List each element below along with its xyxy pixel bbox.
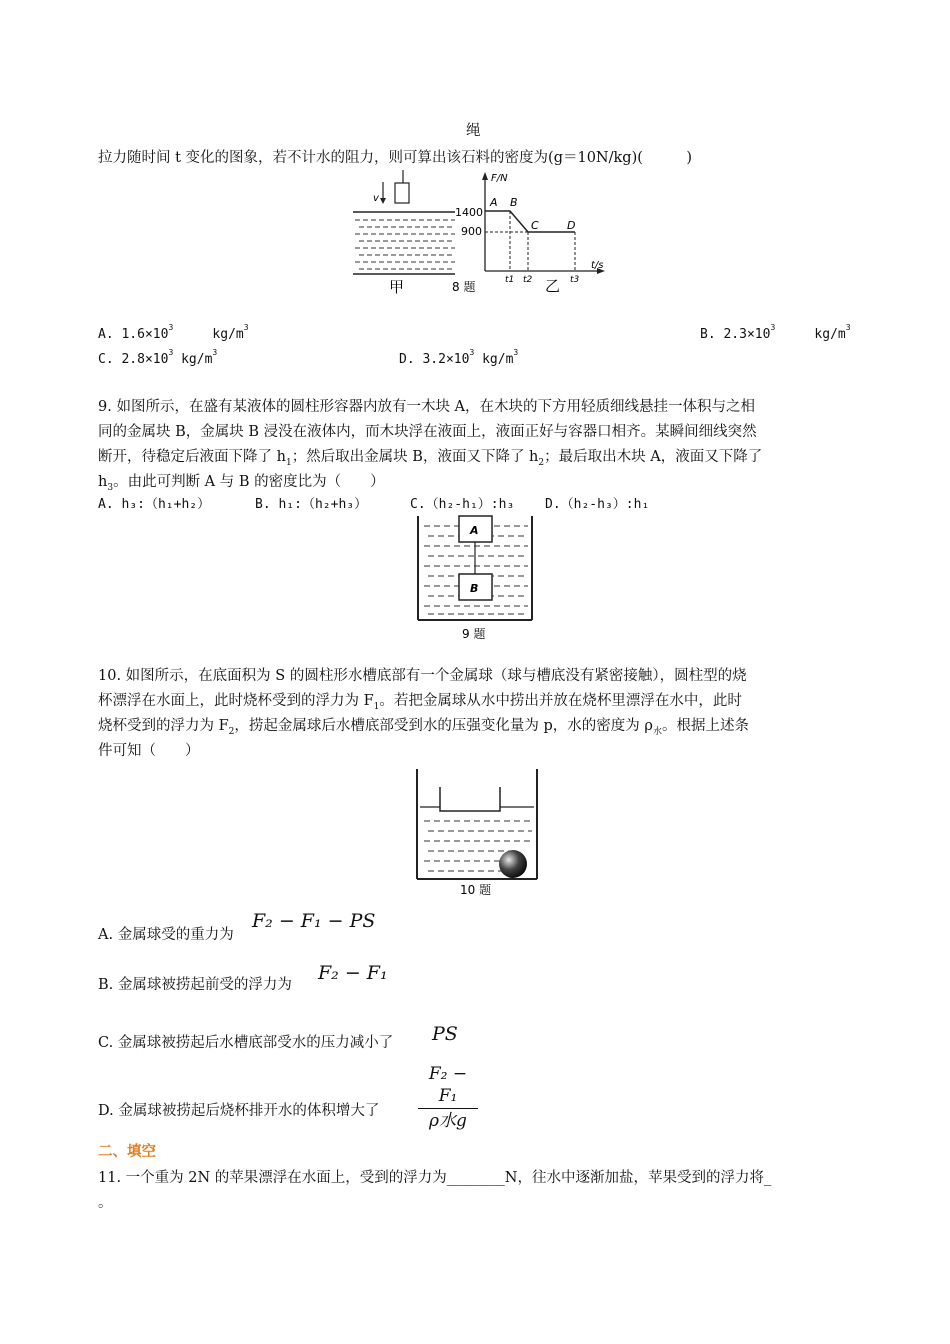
q10-stem-line4: 件可知（ ） (98, 743, 200, 759)
q10-option-b: B. 金属球被捞起前受的浮力为 (98, 977, 292, 993)
svg-text:900: 900 (461, 225, 482, 238)
svg-text:t/s: t/s (591, 260, 604, 271)
q10-option-a: A. 金属球受的重力为 (98, 927, 234, 943)
q10-formula-c: PS (432, 1023, 458, 1045)
q9-fig-caption: 9 题 (462, 627, 486, 641)
q10-stem-line3: 烧杯受到的浮力为 $F_2$，捞起金属球后水槽底部受到水的压强变化量为 p，水的密度为 $\rho_水$。根据上述条 (98, 718, 749, 737)
q8-figure (345, 168, 615, 298)
q10-stem-line1: 10. 如图所示，在底面积为 S 的圆柱形水槽底部有一个金属球（球与槽底没有紧密接触），圆柱型的烧 (98, 668, 747, 684)
q10-formula-d (418, 1063, 478, 1132)
q10-fig-caption: 10 题 (460, 883, 492, 897)
svg-text:A: A (490, 196, 498, 209)
svg-text:F/N: F/N (491, 173, 508, 184)
q8-option-a: A. $1.6\times 10^3$ $kg/m^3$ (98, 323, 249, 342)
q9-option-d: D.（h₂-h₃）:h₁ (545, 497, 650, 512)
rope-label: 绳 (466, 123, 481, 139)
svg-text:A: A (470, 524, 479, 537)
q10-formula-b: F₂ − F₁ (318, 962, 388, 984)
svg-text:B: B (470, 582, 479, 595)
q10-stem-line2: 杯漂浮在水面上，此时烧杯受到的浮力为 $F_1$。若把金属球从水中捞出并放在烧杯里漂浮在水中，此时 (98, 693, 742, 712)
q10-option-d: D. 金属球被捞起后烧杯排开水的体积增大了 (98, 1103, 380, 1119)
q9-stem-line3: 断开，待稳定后液面下降了 $h_1$；然后取出金属块 B，液面又下降了 $h_2$；最后取出木块 A，液面又下降了 (98, 449, 763, 468)
q9-option-a: A. h₃:（h₁+h₂） (98, 497, 211, 512)
q10-figure (410, 765, 545, 900)
svg-text:v: v (373, 193, 379, 204)
q8-stem: 拉力随时间 t 变化的图象，若不计水的阻力，则可算出该石料的密度为(g＝10N/kg)( ) (98, 150, 693, 166)
q9-stem-line4: $h_3$。由此可判断 A 与 B 的密度比为（ ） (98, 474, 385, 493)
svg-text:t2: t2 (523, 275, 533, 285)
q8-option-b: B. $2.3\times 10^3$ $kg/m^3$ (700, 323, 851, 342)
q8-option-d: D. $3.2\times 10^3$ $kg/m^3$ (399, 348, 519, 367)
q10-formula-d-numerator: F₂ − F₁ (428, 1064, 468, 1106)
fraction-bar (418, 1108, 478, 1109)
q8-fig-caption: 8 题 (452, 280, 476, 294)
svg-text:t3: t3 (570, 275, 580, 285)
q9-stem-line2: 同的金属块 B，金属块 B 浸没在液体内，而木块浮在液面上，液面正好与容器口相齐。某瞬间细线突然 (98, 424, 757, 440)
q8-option-c: C. $2.8\times 10^3$ $kg/m^3$ (98, 348, 218, 367)
svg-text:B: B (510, 196, 518, 209)
q8-fig-yi-graph (455, 172, 605, 295)
section-fill-in-title: 二、填空 (98, 1143, 156, 1160)
q11-line2: 。 (98, 1195, 113, 1211)
svg-text:乙: 乙 (545, 277, 561, 295)
floating-beaker (440, 787, 500, 811)
q10-formula-d-denominator: ρ水g (429, 1111, 467, 1131)
q9-figure (410, 512, 540, 644)
svg-text:D: D (567, 219, 576, 232)
q10-option-c: C. 金属球被捞起后水槽底部受水的压力减小了 (98, 1035, 394, 1051)
q10-formula-a: F₂ − F₁ − PS (252, 910, 376, 932)
svg-text:t1: t1 (505, 275, 515, 285)
q9-option-c: C.（h₂-h₁）:h₃ (410, 497, 515, 512)
q9-stem-line1: 9. 如图所示，在盛有某液体的圆柱形容器内放有一木块 A，在木块的下方用轻质细线悬挂一体积与之相 (98, 399, 756, 415)
q8-fig-jia (353, 170, 455, 296)
q9-option-b: B. h₁:（h₂+h₃） (255, 497, 368, 512)
svg-text:1400: 1400 (455, 206, 483, 219)
metal-ball (499, 850, 527, 878)
q11-line1: 11. 一个重为 2N 的苹果漂浮在水面上，受到的浮力为________N，往水中逐渐加盐，苹果受到的浮力将_ (98, 1170, 772, 1186)
svg-text:甲: 甲 (389, 278, 405, 296)
svg-text:C: C (531, 219, 539, 232)
